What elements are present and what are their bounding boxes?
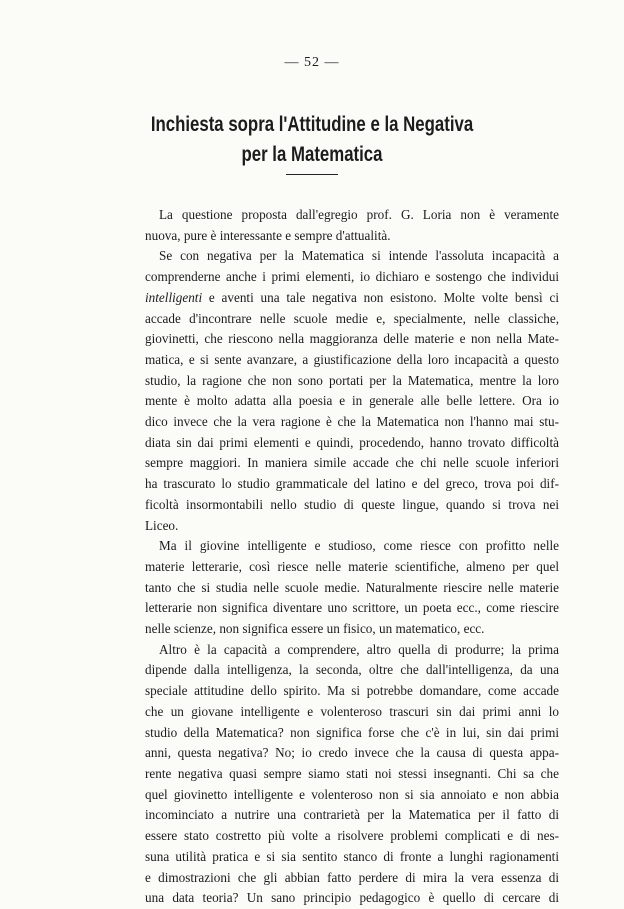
emphasized-word: intelligenti [145,289,203,305]
article-body [145,205,559,909]
text-line: Ma il giovine intelligente e studioso, come riesce con profitto nelle [159,538,559,554]
text-line: mente è molto adatta alla poesia e in generale alle belle lettere. Ora io [145,393,559,409]
text-line: comprenderne anche i primi elementi, io dichiaro e sostengo che individui [145,269,559,285]
text-line: letterarie non significa diventare uno scrittore, un poeta ecc., come riescire [145,600,559,616]
text-line: ha trascurato lo studio grammaticale del latino e del greco, trova poi dif- [145,476,559,492]
text-line: accade d'incontrare nelle scuole medie e, specialmente, nelle classiche, [145,310,559,326]
text-line: Liceo. [145,517,179,533]
text-line: essere stato costretto più volte a risolvere problemi complicati e di nes- [145,828,559,844]
text-line: una data teoria? Un sano principio pedagogico è quello di cercare di [145,890,559,906]
text-line: diata sin dai primi elementi e quindi, procedendo, hanno trovato difficoltà [145,434,559,450]
text-line: studio della Matematica? non significa forse che c'è in lui, sin dai primi [145,724,559,740]
text-line: nelle scienze, non significa essere un fisico, un matematico, ecc. [145,621,485,637]
text-line: nuova, pure è interessante e sempre d'attualità. [145,227,391,243]
title-line-1: Inchiesta sopra l'Attitudine e la Negativa [150,113,474,136]
text-line: anni, questa negativa? No; io credo invece che la causa di questa appa- [145,745,559,761]
text-line: speciale attitudine dello spirito. Ma si potrebbe domandare, come accade [145,683,559,699]
page-number: — 52 — [284,55,340,70]
text-line: matica, e si sente avanzare, a giustificazione della loro incapacità a questo [145,351,559,367]
text-line: che un giovane intelligente e volenteroso trascuri sin dai primi anni lo [145,703,559,719]
text-line: materie letterarie, così riesce nelle materie scientifiche, almeno per quel [145,558,559,574]
text-line: suna utilità pratica e si sia sentito stanco di fronte a lunghi ragionamenti [145,848,559,864]
text-line: dipende dalla intelligenza, la seconda, oltre che dall'intelligenza, da una [145,662,559,678]
text-line: rente negativa quasi sempre siamo stati noi stessi insegnanti. Chi sa che [145,765,559,781]
title-divider [286,174,338,175]
text-line: tanto che si studia nelle scuole medie. Naturalmente riescire nelle materie [145,579,559,595]
text-line: e dimostrazioni che gli abbian fatto perdere di mira la vera essenza di [145,869,559,885]
text-line: La questione proposta dall'egregio prof. G. Loria non è veramente [159,207,559,222]
text-line: Altro è la capacità a comprendere, altro quella di produrre; la prima [159,641,559,657]
text-line: incominciato a nutrire una contrarietà per la Matematica per il fatto di [145,807,559,823]
text-line: Se con negativa per la Matematica si intende l'assoluta incapacità a [159,248,559,264]
text-line: intelligenti e aventi una tale negativa non esistono. Molte volte bensì ci [145,289,559,305]
text-line: giovinetti, che riescono nella maggioranza delle materie e non nella Mate- [145,331,559,347]
text-line: quel giovinetto intelligente e volenteroso non si sia annoiato e non abbia [145,786,559,802]
text-line: sempre maggiori. In maniera simile accade che chi nelle scuole inferiori [145,455,559,471]
page-title [62,110,561,170]
text-line: studio, la ragione che non sono portati per la Matematica, mentre la loro [145,372,559,388]
title-line-2: per la Matematica [241,143,383,166]
text-line: ficoltà insormontabili nello studio di queste lingue, quando si trova nei [145,496,559,512]
text-line: dico invece che la vera ragione è che la Matematica non l'hanno mai stu- [145,414,559,430]
